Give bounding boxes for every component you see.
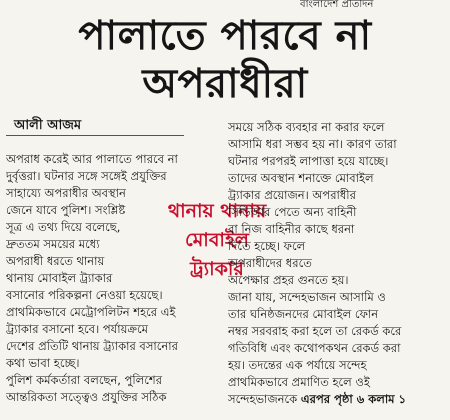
- article-line: দিতে হচ্ছে। ফলে: [228, 239, 306, 253]
- article-line: কথা ভাবা হচ্ছে।: [6, 356, 80, 370]
- article-line: দ্রুততম সময়ের মধ্যে: [6, 237, 100, 251]
- article-line: তার ঘনিষ্ঠজনদের মোবাইল ফোন: [228, 307, 379, 321]
- article-line: দেশের প্রতিটি থানায় ট্র্যাকার বসানোর: [6, 339, 178, 353]
- article-line: বসানোর পরিকল্পনা নেওয়া হয়েছে।: [6, 288, 163, 302]
- article-line: হয়। তদন্তের এক পর্যায়ে সন্দেহ: [228, 358, 367, 372]
- article-right-column: [228, 119, 446, 408]
- article-line: অপরাধী ধরতে থানায়: [6, 254, 105, 268]
- byline-rule: [6, 135, 184, 136]
- article-line: তাদের অবস্থান শনাক্তে মোবাইল: [228, 171, 374, 185]
- article-line: সাহায্যে অপরাধীর অবস্থান: [6, 186, 126, 200]
- article-last-line: [228, 391, 446, 408]
- article-line: সিডিআর পেতে অন্য বাহিনী: [228, 205, 357, 219]
- article-line: সময়ে সঠিক ব্যবহার না করার ফলে: [228, 120, 385, 134]
- callout-line-3: ট্র্যাকার: [190, 258, 244, 280]
- top-partial-text: বাংলাদেশ প্রতিদিন: [300, 0, 374, 10]
- article-line: অপেক্ষার প্রহর গুনতে হয়।: [228, 273, 349, 287]
- article-line: ট্র্যাকার প্রয়োজন। অপরাধীর: [228, 188, 356, 202]
- article-line: দুর্বৃত্তরা। ঘটনার সঙ্গে সঙ্গেই প্রযুক্তির: [6, 169, 167, 183]
- article-last-line-text: সন্দেহভাজনকে: [228, 392, 301, 406]
- byline: আলী আজম: [14, 118, 82, 133]
- article-line: সূত্র এ তথ্য দিয়ে বলেছে,: [6, 220, 121, 234]
- article-line: পুলিশ কর্মকর্তারা বলছেন, পুলিশের: [6, 373, 163, 387]
- continuation-note: এরপর পৃষ্ঠা ৬ কলাম ১: [300, 392, 407, 406]
- article-line: অপরাধীদের ধরতে: [228, 256, 312, 270]
- headline-line-1: পালাতে পারবে না: [78, 13, 372, 59]
- article-line: আসামি ধরা সম্ভব হয় না। কারণ তারা: [228, 137, 397, 151]
- article-line: জেনে যাবে পুলিশ। সংশ্লিষ্ট: [6, 203, 126, 217]
- callout-line-2: মোবাইল: [185, 229, 249, 251]
- article-line: ঘটনার পরপরই লাপাত্তা হয়ে যাচ্ছে।: [228, 154, 389, 168]
- article-line: প্রাথমিকভাবে প্রমাণিত হলে ওই: [228, 375, 370, 389]
- article-line: ট্র্যাকার বসানো হবে। পর্যায়ক্রমে: [6, 322, 148, 336]
- article-line: থানায় মোবাইল ট্র্যাকার: [6, 271, 113, 285]
- headline-line-2: অপরাধীরা: [142, 61, 308, 107]
- article-line: প্রাথমিকভাবে মেট্রোপলিটন শহরে এই: [6, 305, 176, 319]
- article-line: আন্তরিকতা সত্ত্বেও প্রযুক্তির সঠিক: [6, 390, 167, 404]
- article-line: জানা যায়, সন্দেহভাজন আসামি ও: [228, 290, 386, 304]
- callout-line-1: থানায় থানায়: [167, 200, 267, 222]
- article-line: গতিবিধি এবং কথোপকথন রেকর্ড করা: [228, 341, 401, 355]
- article-line: নম্বর সরবরাহ করা হলে তা রেকর্ড করে: [228, 324, 402, 338]
- article-line: বা নিজ বাহিনীর কাছে ধরনা: [228, 222, 355, 236]
- article-line: অপরাধ করেই আর পালাতে পারবে না: [6, 152, 178, 166]
